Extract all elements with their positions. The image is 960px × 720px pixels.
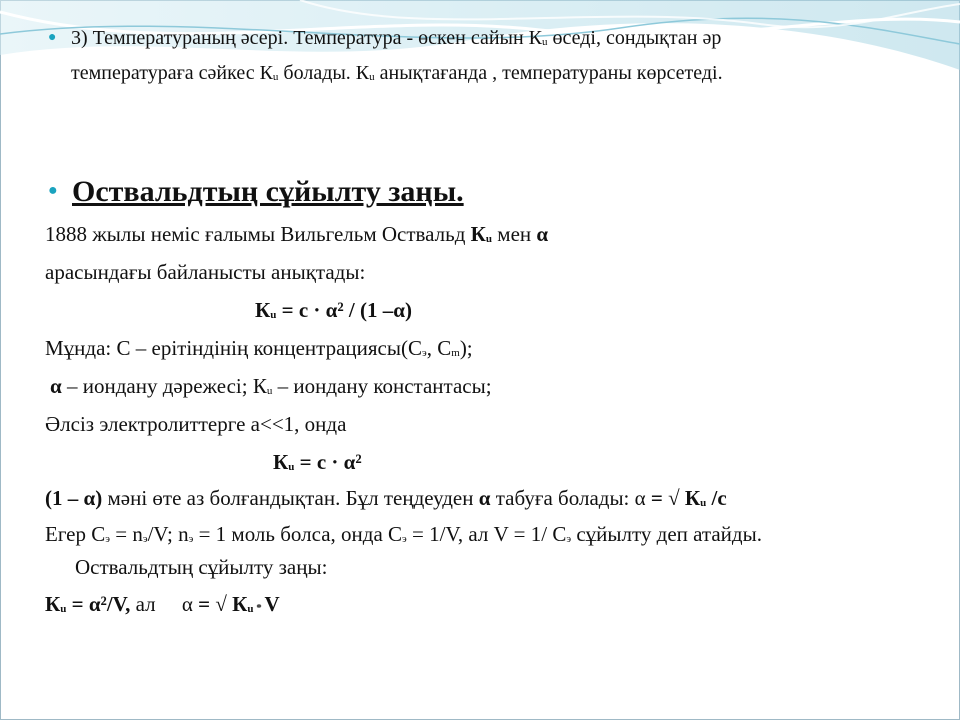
- dilution-definition-line: Егер Сэ = nэ/V; nэ = 1 моль болса, онда Сэ = 1/V, ал V = 1/ Сэ сұйылту деп атайды.: [45, 522, 762, 546]
- where-line: Мұнда: С – ерітіндінің концентрациясы(Сэ, Сm);: [45, 336, 473, 360]
- alpha-derivation-line: (1 – α) мәні өте аз болғандықтан. Бұл теңдеуден α табуға болады: α = √ Кu /с: [45, 486, 727, 510]
- paragraph-temperature-line1: 3) Температураның әсері. Температура - өскен сайын Кu өседі, сондықтан әр: [71, 27, 722, 49]
- section-heading: Оствальдтың сұйылту заңы.: [72, 175, 464, 208]
- formula-simplified: Кu = с · α²: [273, 450, 362, 474]
- paragraph-temperature-line2: температураға сәйкес Кu болады. Кu анықтағанда , температураны көрсетеді.: [71, 62, 723, 84]
- alpha-definition-line: α – иондану дәрежесі; Кu – иондану константасы;: [50, 374, 492, 398]
- bullet-icon: ●: [48, 30, 57, 45]
- intro-line2: арасындағы байланысты анықтады:: [45, 260, 366, 284]
- final-formula-line: Кu = α²/V, ал α = √ Кu * V: [45, 592, 280, 616]
- law-label-line: Оствальдтың сұйылту заңы:: [75, 555, 328, 579]
- bullet-icon: ●: [48, 182, 58, 199]
- weak-electrolyte-line: Әлсіз электролиттерге а<<1, онда: [45, 412, 347, 436]
- formula-full: Кu = с · α² / (1 –α): [255, 298, 412, 322]
- intro-line1: 1888 жылы неміс ғалымы Вильгельм Оствальд Кu мен α: [45, 222, 549, 246]
